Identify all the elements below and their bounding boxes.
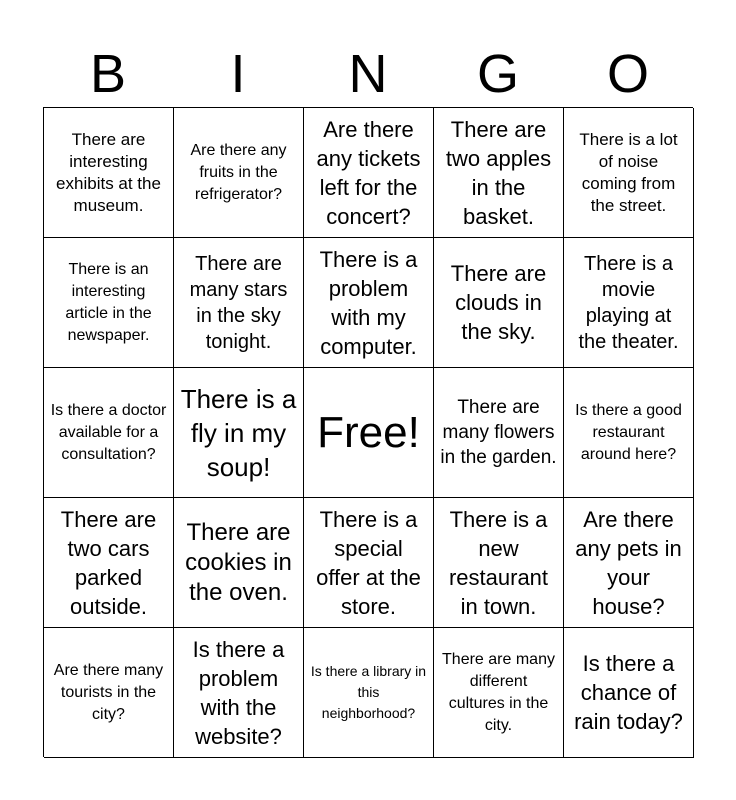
cell-text: There is a fly in my soup! [180, 383, 297, 482]
cell-text: There are interesting exhibits at the museum. [56, 129, 161, 215]
bingo-cell[interactable] [434, 498, 564, 628]
cell-text: There is a lot of noise coming from the street. [579, 129, 678, 215]
cell-text: Is there a problem with the website? [192, 636, 285, 749]
cell-text: There are many different cultures in the city. [442, 650, 555, 734]
bingo-cell[interactable] [564, 498, 694, 628]
cell-text: There is an interesting article in the newspaper. [65, 260, 152, 344]
header-letter-i: I [230, 44, 246, 104]
bingo-free-cell[interactable] [304, 368, 434, 498]
bingo-cell[interactable] [564, 628, 694, 758]
header-letter-o: O [606, 44, 649, 104]
cell-text: There are cookies in the oven. [185, 518, 292, 606]
bingo-cell[interactable] [564, 238, 694, 368]
cell-text: There are two apples in the basket. [445, 116, 552, 229]
bingo-cell[interactable] [434, 238, 564, 368]
cell-text: Is there a library in this neighborhood? [310, 663, 427, 721]
bingo-cell[interactable] [44, 238, 174, 368]
cell-text: Is there a doctor available for a consultation? [50, 401, 167, 463]
bingo-cell[interactable] [44, 498, 174, 628]
bingo-cell[interactable] [304, 238, 434, 368]
cell-text: There are clouds in the sky. [450, 261, 547, 344]
bingo-cell[interactable] [174, 238, 304, 368]
free-space-text: Free! [317, 407, 420, 457]
cell-text: There is a new restaurant in town. [448, 506, 549, 619]
bingo-cell[interactable] [174, 498, 304, 628]
bingo-cell[interactable] [564, 108, 694, 238]
bingo-board [43, 107, 693, 757]
bingo-cell[interactable] [44, 628, 174, 758]
cell-text: Are there any pets in your house? [575, 506, 682, 619]
cell-text: Is there a chance of rain today? [574, 651, 683, 734]
bingo-cell[interactable] [304, 628, 434, 758]
bingo-cell[interactable] [44, 108, 174, 238]
header-letter-g: G [476, 44, 519, 104]
bingo-cell[interactable] [434, 368, 564, 498]
bingo-header [43, 40, 693, 108]
bingo-cell[interactable] [44, 368, 174, 498]
cell-text: Is there a good restaurant around here? [575, 401, 682, 463]
header-letter-n: N [348, 44, 388, 104]
bingo-cell[interactable] [304, 498, 434, 628]
bingo-cell[interactable] [304, 108, 434, 238]
cell-text: Are there any tickets left for the concert? [316, 116, 421, 229]
header-letter-b: B [89, 44, 127, 104]
cell-text: There are two cars parked outside. [60, 506, 157, 619]
cell-text: There is a special offer at the store. [316, 506, 421, 619]
cell-text: There are many flowers in the garden. [440, 397, 557, 468]
cell-text: There is a problem with my computer. [319, 246, 418, 359]
bingo-cell[interactable] [174, 108, 304, 238]
bingo-cell[interactable] [564, 368, 694, 498]
bingo-cell[interactable] [434, 628, 564, 758]
bingo-cell[interactable] [174, 628, 304, 758]
cell-text: Are there many tourists in the city? [53, 661, 164, 723]
cell-text: Are there any fruits in the refrigerator? [190, 141, 287, 203]
cell-text: There is a movie playing at the theater. [578, 252, 679, 353]
bingo-cell[interactable] [434, 108, 564, 238]
cell-text: There are many stars in the sky tonight. [189, 252, 288, 353]
bingo-cell[interactable] [174, 368, 304, 498]
